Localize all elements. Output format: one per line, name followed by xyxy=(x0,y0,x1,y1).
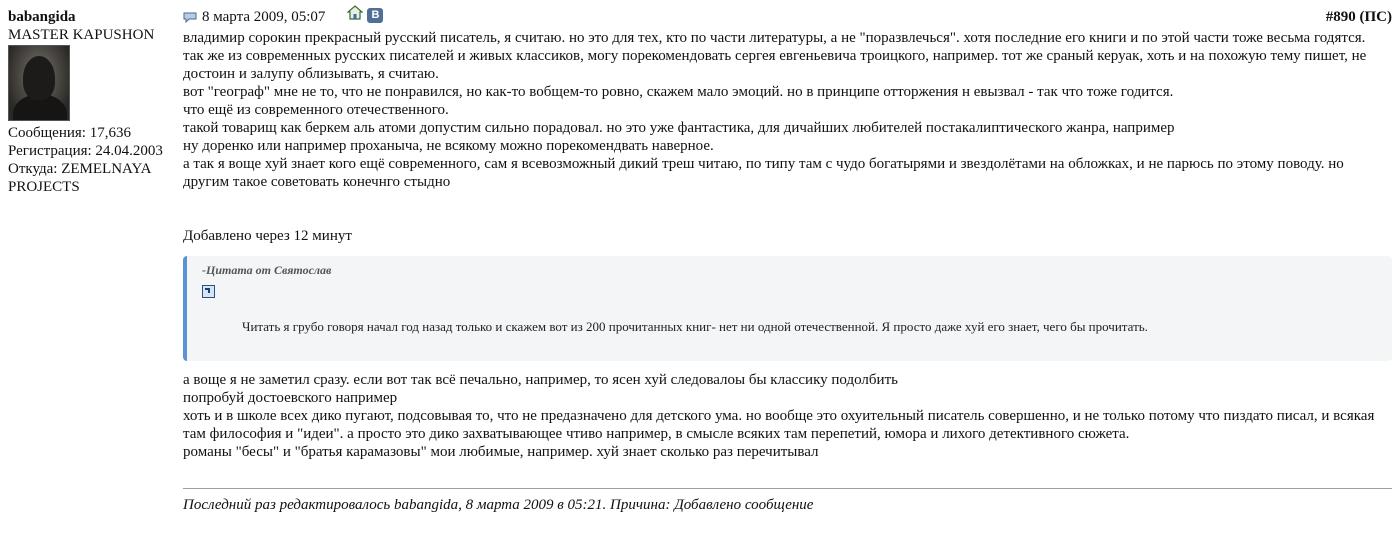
user-title: MASTER KAPUSHON xyxy=(8,27,155,43)
post-number-link[interactable]: #890 xyxy=(1325,8,1356,25)
vk-share-icon[interactable]: В xyxy=(367,8,383,23)
post-paragraph: такой товарищ как беркем аль атоми допустим сильно порадовал. но это уже фантастика, для дичайших любителей постакалиптического жанра, например xyxy=(183,120,1175,136)
post-header xyxy=(183,8,1392,26)
edited-note: Последний раз редактировалось babangida, 8 марта 2009 в 05:21. Причина: Добавлено сообщение xyxy=(183,497,814,513)
avatar[interactable] xyxy=(8,45,70,121)
edit-divider xyxy=(183,488,1392,489)
added-later-note: Добавлено через 12 минут xyxy=(183,228,352,244)
ps-link[interactable]: ПС xyxy=(1364,8,1387,25)
quote-block xyxy=(183,256,1392,361)
ps-close: ) xyxy=(1387,8,1392,25)
quote-author: -Цитата от Святослав xyxy=(202,263,332,277)
post-number xyxy=(1326,9,1392,26)
post-body xyxy=(183,29,1392,461)
quote-jump-icon[interactable] xyxy=(202,285,215,298)
quote-text: Читать я грубо говоря начал год назад только и скажем вот из 200 прочитанных книг- нет ни одной отечественной. Я просто даже хуй его знает, чего бы прочитать. xyxy=(242,319,1148,334)
post-paragraph: что ещё из современного отечественного. xyxy=(183,102,449,118)
user-messages-count: Сообщения: 17,636 xyxy=(8,125,131,141)
post-paragraph: а воще я не заметил сразу. если вот так всё печально, например, то ясен хуй следовалоы бы классику подолбить xyxy=(183,372,898,388)
post-paragraph: хоть и в школе всех дико пугают, подсовывая то, что не предазначено для детского ума. но вообще это охуительный писатель совершенно, и не только потому что пиздато писал, и всякая там философия и "идеи". а просто это дико захватывающее чтиво например, в смысле всяких там перепетий, юмора и лихого детективного сюжета. xyxy=(183,408,1375,442)
post-paragraph: вот "географ" мне не то, что не понравился, но как-то вобщем-то ровно, скажем мало эмоций. но в принципе отторжения н евызвал - так что тоже годится. xyxy=(183,84,1174,100)
post-paragraph: так же из современных русских писателей и живых классиков, могу порекомендовать сергея евгеньевича троицкого, например. тот же сраный керуак, хоть и на похожую тему пишет, не достоин и залупу облизывать, я считаю. xyxy=(183,48,1367,82)
user-registration-date: Регистрация: 24.04.2003 xyxy=(8,143,163,159)
post-date: 8 марта 2009, 05:07 xyxy=(202,8,326,25)
post-paragraph: а так я воще хуй знает кого ещё современного, сам я всевозможный дикий треш читаю, по типу там с чудо богатырями и звездолётами на обложках, и не парюсь по этому поводу. но другим такое советовать конечнго стыдно xyxy=(183,156,1344,190)
username-link[interactable]: babangida xyxy=(8,9,76,25)
user-info xyxy=(8,8,183,541)
user-location-cont: PROJECTS xyxy=(8,179,80,195)
post-icon xyxy=(183,11,197,22)
ps-open: ( xyxy=(1355,8,1365,25)
user-location: Откуда: ZEMELNAYA xyxy=(8,161,152,177)
home-icon[interactable] xyxy=(347,5,363,25)
post-paragraph: ну доренко или например проханыча, не всякому можно порекомендвать наверное. xyxy=(183,138,714,154)
post-paragraph: попробуй достоевского например xyxy=(183,390,398,406)
post-paragraph: романы "бесы" и "братья карамазовы" мои любимые, например. хуй знает сколько раз перечитывал xyxy=(183,444,819,460)
post-paragraph: владимир сорокин прекрасный русский писатель, я считаю. но это для тех, кто по части литературы, а не "поразвлечься". хотя последние его книги и по этой части тоже весьма годятся. xyxy=(183,30,1366,46)
post-content xyxy=(183,8,1392,541)
